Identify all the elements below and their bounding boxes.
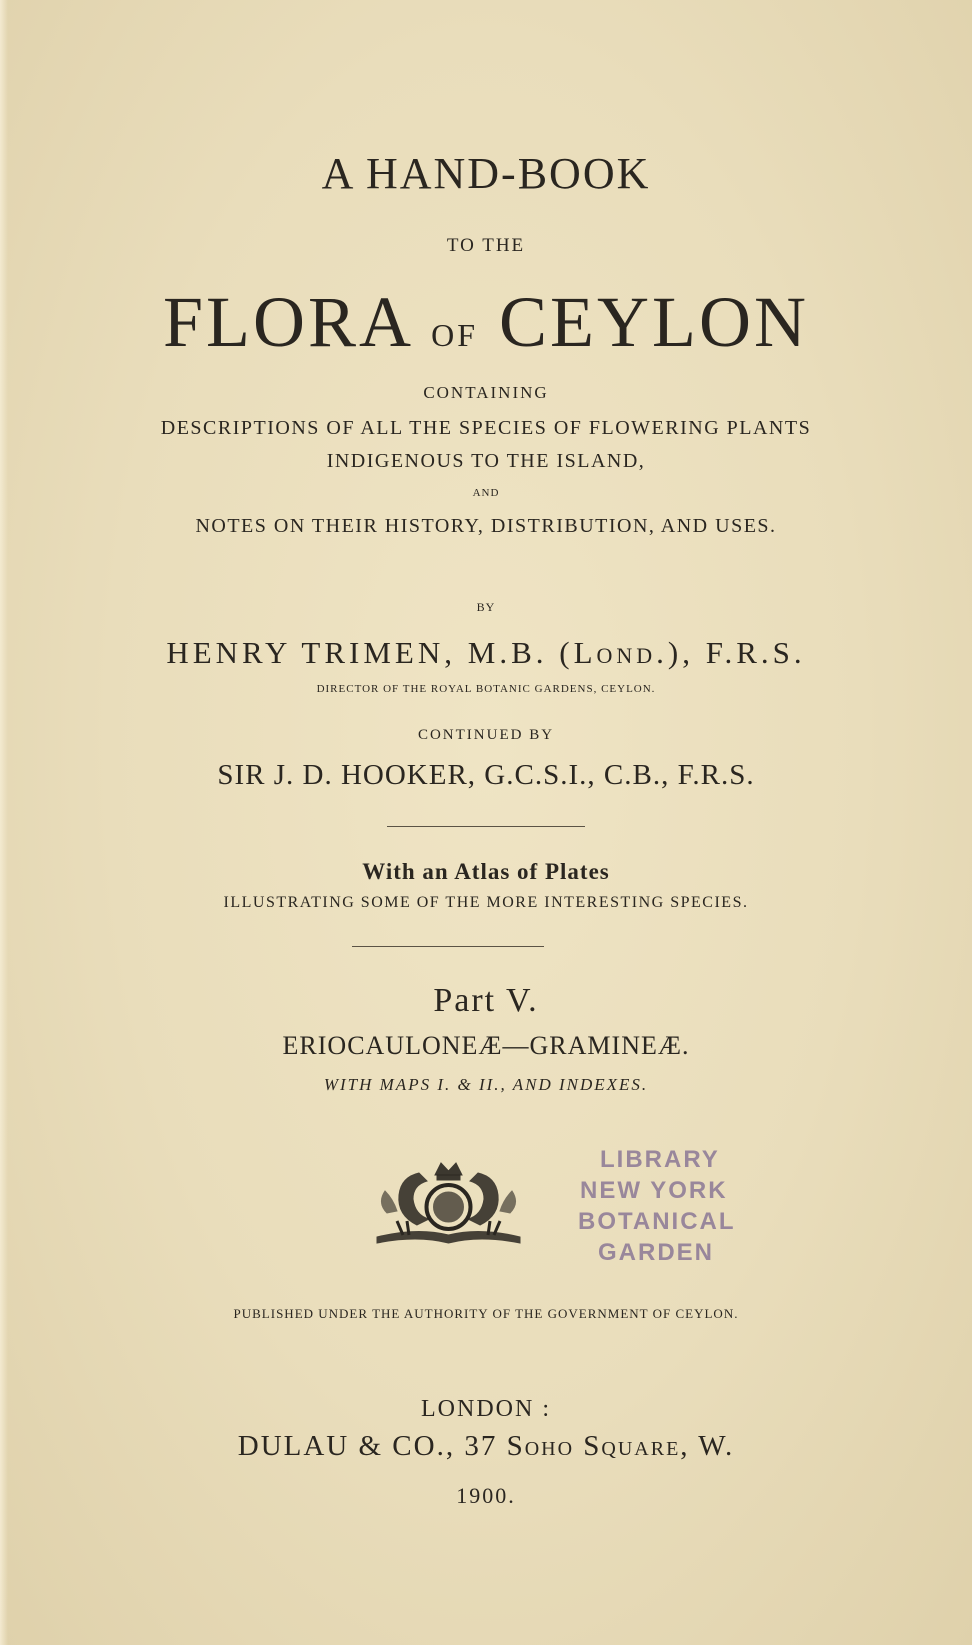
author-name: HENRY TRIMEN, M.B. (Lond.), F.R.S. [166, 635, 806, 670]
stamp-line: GARDEN [598, 1239, 715, 1266]
notes-line: NOTES ON THEIR HISTORY, DISTRIBUTION, AND USES. [195, 515, 777, 537]
stamp-line: BOTANICAL [578, 1208, 736, 1235]
part-number: Part V. [433, 982, 539, 1019]
continuator-name: SIR J. D. HOOKER, G.C.S.I., C.B., F.R.S. [217, 759, 755, 791]
main-title-flora: FLORA [163, 282, 411, 362]
families-line: ERIOCAULONEÆ—GRAMINEÆ. [282, 1031, 690, 1060]
descriptions-line: DESCRIPTIONS OF ALL THE SPECIES OF FLOWERING PLANTS [160, 417, 812, 439]
continued-by-label: CONTINUED BY [417, 727, 555, 743]
main-title-ceylon: CEYLON [499, 282, 809, 362]
published-line: PUBLISHED UNDER THE AUTHORITY OF THE GOVERNMENT OF CEYLON. [233, 1306, 739, 1321]
title-line-handbook: A HAND-BOOK [321, 149, 651, 198]
author-title: DIRECTOR OF THE ROYAL BOTANIC GARDENS, CEYLON. [316, 683, 656, 695]
containing-label: CONTAINING [423, 383, 549, 402]
maps-line: WITH MAPS I. & II., AND INDEXES. [323, 1075, 649, 1094]
illustrating-line: ILLUSTRATING SOME OF THE MORE INTERESTING SPECIES. [223, 894, 749, 911]
divider-rule [352, 946, 544, 947]
by-label: BY [476, 600, 496, 614]
imprint-year: 1900. [456, 1483, 516, 1508]
main-title [0, 282, 972, 362]
title-line-to-the: TO THE [446, 235, 526, 256]
divider-rule [387, 826, 585, 827]
and-label: AND [472, 487, 500, 499]
royal-coat-of-arms-icon [357, 1155, 540, 1247]
imprint-publisher: DULAU & CO., 37 Soho Square, W. [237, 1430, 735, 1462]
atlas-line: With an Atlas of Plates [362, 859, 610, 884]
library-stamp [570, 1144, 750, 1268]
indigenous-line: INDIGENOUS TO THE ISLAND, [326, 450, 646, 472]
imprint-city: LONDON : [421, 1396, 551, 1422]
stamp-line: NEW YORK [580, 1177, 728, 1204]
main-title-of: of [431, 305, 478, 356]
stamp-line: LIBRARY [600, 1146, 720, 1173]
